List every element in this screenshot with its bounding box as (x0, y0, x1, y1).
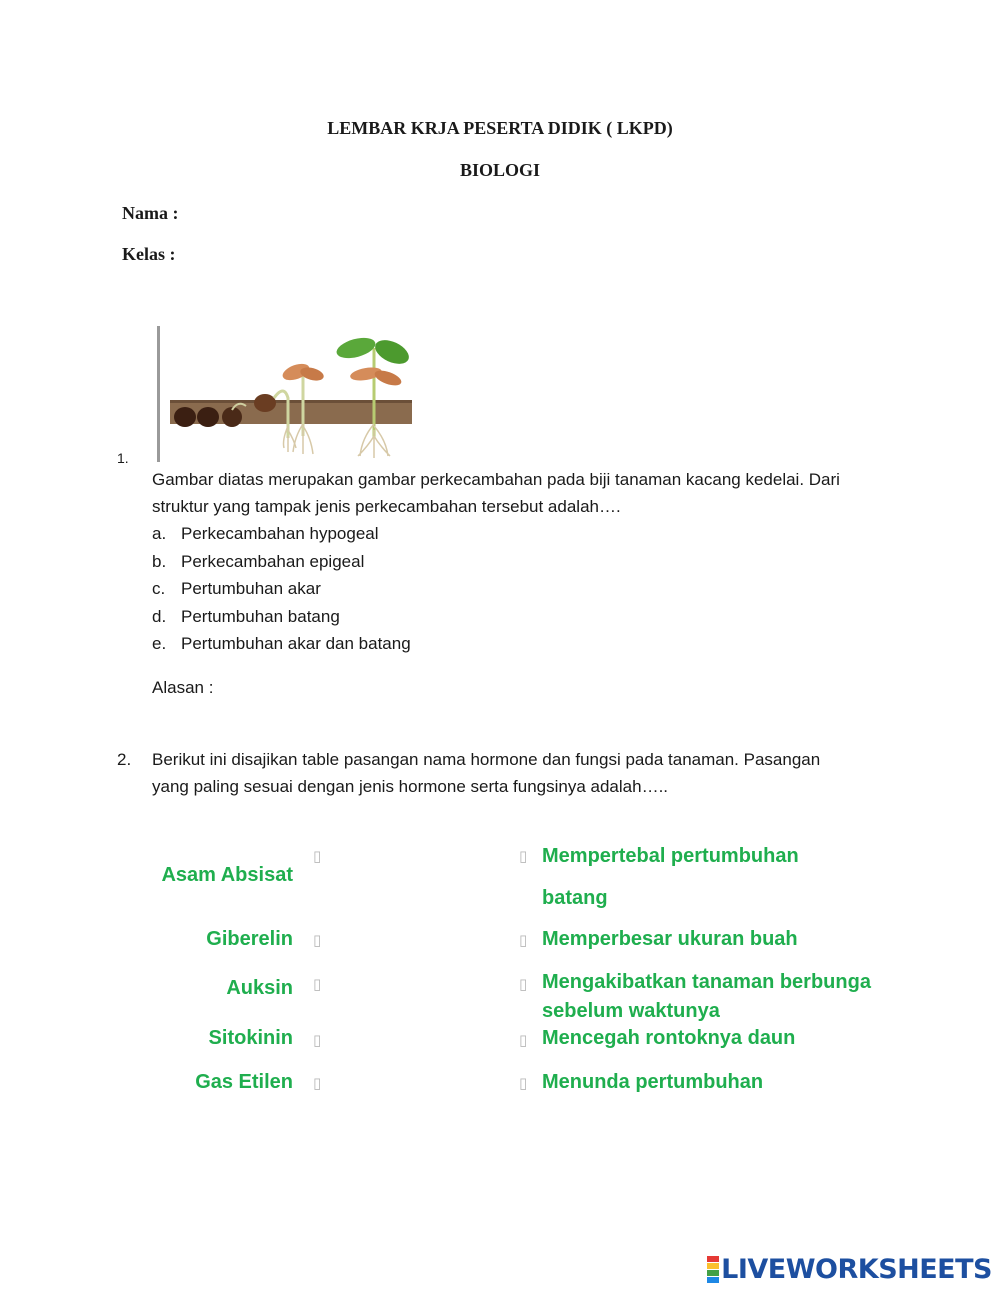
germination-illustration (156, 326, 418, 464)
question-2-number: 2. (117, 750, 132, 769)
hormone-auksin: Auksin (226, 977, 293, 999)
function-5: Menunda pertumbuhan (542, 1071, 764, 1093)
question-2-text-line-2: yang paling sesuai dengan jenis hormone serta fungsinya adalah….. (152, 777, 669, 796)
function-3: Mengakibatkan tanaman berbunga sebelum waktunya (542, 971, 871, 1022)
match-box-right-1[interactable]: ▯ (519, 848, 528, 865)
hormone-giberelin: Giberelin (206, 928, 293, 950)
function-2: Memperbesar ukuran buah (542, 928, 798, 950)
question-1-number: 1. (117, 450, 129, 466)
match-box-right-2[interactable]: ▯ (519, 932, 528, 949)
match-box-left-5[interactable]: ▯ (313, 1075, 322, 1092)
hormone-gas-etilen: Gas Etilen (195, 1071, 293, 1093)
hormone-sitokinin: Sitokinin (208, 1027, 293, 1049)
function-4: Mencegah rontoknya daun (542, 1027, 796, 1049)
seed-2 (197, 407, 219, 427)
name-label: Nama : (122, 203, 179, 223)
option-c[interactable]: c. Pertumbuhan akar (152, 579, 321, 598)
option-e[interactable]: e. Pertumbuhan akar dan batang (152, 634, 411, 653)
seed-1 (174, 407, 196, 427)
option-a[interactable]: a. Perkecambahan hypogeal (152, 524, 379, 543)
function-1: Mempertebal pertumbuhan batang (542, 845, 799, 909)
match-box-left-3[interactable]: ▯ (313, 976, 322, 993)
hormone-asam-absisat: Asam Absisat (161, 864, 293, 886)
match-box-right-5[interactable]: ▯ (519, 1075, 528, 1092)
liveworksheets-logo (707, 1254, 992, 1285)
question-1-text-line-1: Gambar diatas merupakan gambar perkecambahan pada biji tanaman kacang kedelai. Dari (152, 470, 840, 489)
reason-label: Alasan : (152, 678, 214, 697)
match-box-left-1[interactable]: ▯ (313, 848, 322, 865)
question-1-text-line-2: struktur yang tampak jenis perkecambahan tersebut adalah…. (152, 497, 621, 516)
match-box-right-4[interactable]: ▯ (519, 1032, 528, 1049)
worksheet-title: LEMBAR KRJA PESERTA DIDIK ( LKPD) (327, 118, 673, 138)
match-box-right-3[interactable]: ▯ (519, 976, 528, 993)
option-d[interactable]: d. Pertumbuhan batang (152, 606, 340, 626)
match-box-left-2[interactable]: ▯ (313, 932, 322, 949)
option-b[interactable]: b. Perkecambahan epigeal (152, 551, 365, 571)
question-2-text-line-1: Berikut ini disajikan table pasangan nama hormone dan fungsi pada tanaman. Pasangan (152, 750, 821, 769)
match-box-left-4[interactable]: ▯ (313, 1032, 322, 1049)
logo-text: LIVEWORKSHEETS (721, 1254, 992, 1285)
logo-blocks-icon (707, 1256, 719, 1283)
question-1-options (152, 520, 411, 658)
class-label: Kelas : (122, 244, 176, 264)
subject-title: BIOLOGI (459, 160, 541, 180)
